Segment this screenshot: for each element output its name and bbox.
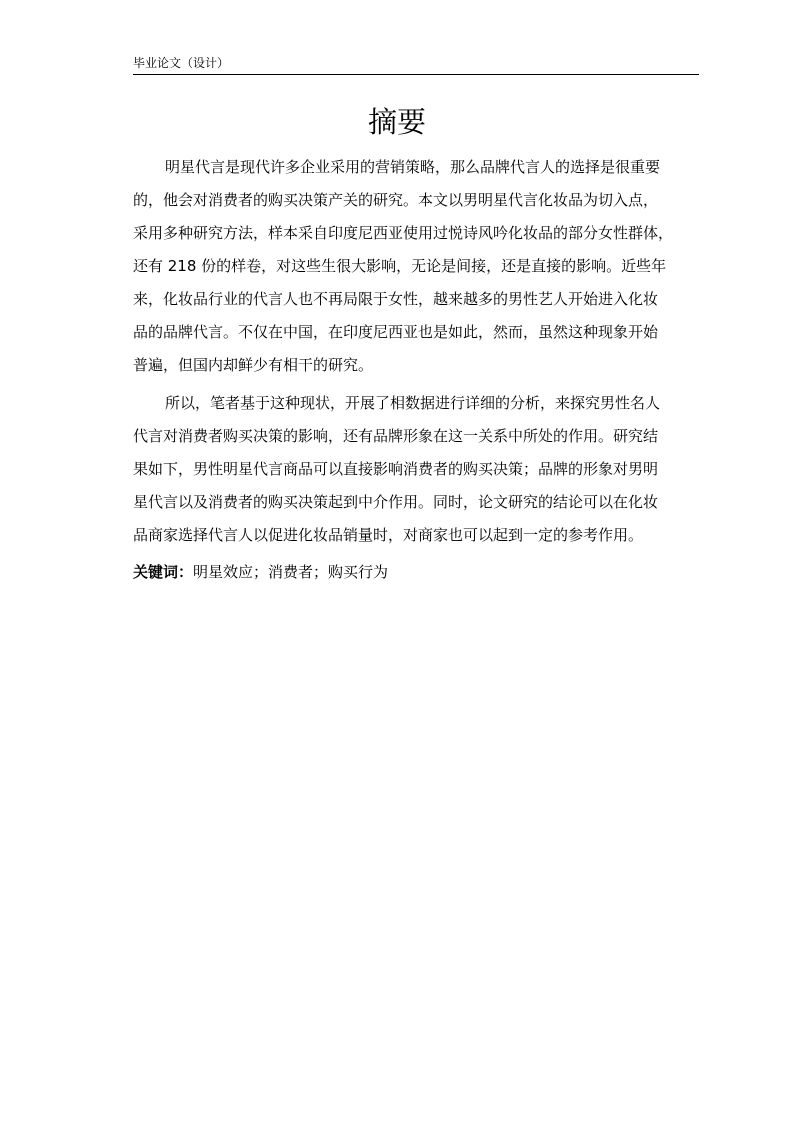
- keywords: [133, 562, 388, 582]
- abstract-line: 果如下，男性明星代言商品可以直接影响消费者的购买决策；品牌的形象对男明: [133, 460, 659, 478]
- abstract-line: 的，他会对消费者的购买决策产关的研究。本文以男明星代言化妆品为切入点，: [133, 191, 659, 209]
- header-text: 毕业论文（设计）: [133, 56, 230, 70]
- abstract-title: 摘要: [367, 105, 426, 139]
- abstract-line: 代言对消费者购买决策的影响，还有品牌形象在这一关系中所处的作用。研究结: [133, 427, 659, 445]
- abstract-line: 所以，笔者基于这种现状，开展了相数据进行详细的分析，来探究男性名人: [165, 394, 661, 412]
- abstract-line: 品的品牌代言。不仅在中国，在印度尼西亚也是如此，然而，虽然这种现象开始: [133, 323, 659, 341]
- abstract-line: 普遍，但国内却鲜少有相干的研究。: [133, 356, 374, 374]
- abstract-line: 星代言以及消费者的购买决策起到中介作用。同时，论文研究的结论可以在化妆: [133, 493, 659, 511]
- keywords-label: 关键词：: [133, 563, 194, 581]
- abstract-line: 还有 218 份的样卷，对这些生很大影响，无论是间接，还是直接的影响。近些年: [133, 257, 667, 275]
- abstract-line: 品商家选择代言人以促进化妆品销量时，对商家也可以起到一定的参考作用。: [133, 526, 644, 544]
- keywords-text: 明星效应；消费者；购买行为: [193, 563, 389, 581]
- abstract-line: 来，化妆品行业的代言人也不再局限于女性，越来越多的男性艺人开始进入化妆: [133, 290, 659, 308]
- page-header: [133, 55, 699, 75]
- abstract-line: 明星代言是现代许多企业采用的营销策略，那么品牌代言人的选择是很重要: [165, 158, 661, 176]
- abstract-line: 采用多种研究方法，样本采自印度尼西亚使用过悦诗风吟化妆品的部分女性群体，: [133, 224, 674, 242]
